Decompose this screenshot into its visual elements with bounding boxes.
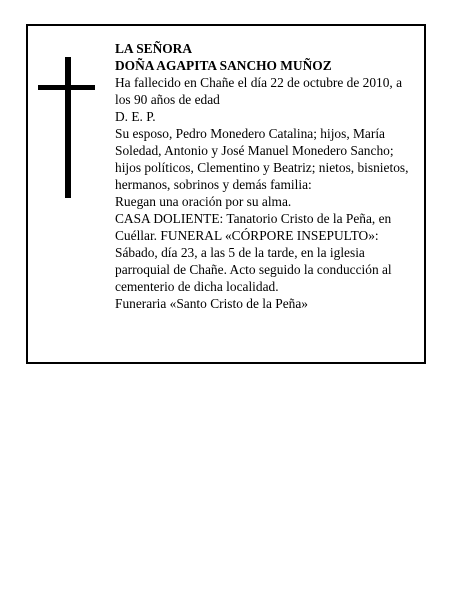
funeral-home: Funeraria «Santo Cristo de la Peña» (115, 296, 309, 311)
obituary-text (115, 40, 420, 312)
prayer-request: Ruegan una oración por su alma. (115, 194, 292, 209)
death-announcement: Ha fallecido en Chañe el día 22 de octubre de 2010, a los 90 años de edad (115, 75, 403, 107)
notice-title: LA SEÑORA (115, 41, 193, 56)
rip-line: D. E. P. (115, 109, 156, 124)
cross-icon (65, 57, 71, 198)
cross-icon-arm (38, 85, 95, 90)
funeral-arrangements: CASA DOLIENTE: Tanatorio Cristo de la Peña, en Cuéllar. FUNERAL «CÓRPORE INSEPULTO»: Sábado, día 23, a las 5 de la tarde, en la iglesia parroquial de Chañe. Acto seguido la conducción al cementerio de dicha localidad. (115, 211, 392, 294)
deceased-name: DOÑA AGAPITA SANCHO MUÑOZ (115, 58, 332, 73)
family-list: Su esposo, Pedro Monedero Catalina; hijos, María Soledad, Antonio y José Manuel Monedero Sancho; hijos políticos, Clementino y Beatriz; nietos, bisnietos, hermanos, sobrinos y demás familia: (115, 126, 409, 192)
obituary-notice (26, 24, 426, 364)
